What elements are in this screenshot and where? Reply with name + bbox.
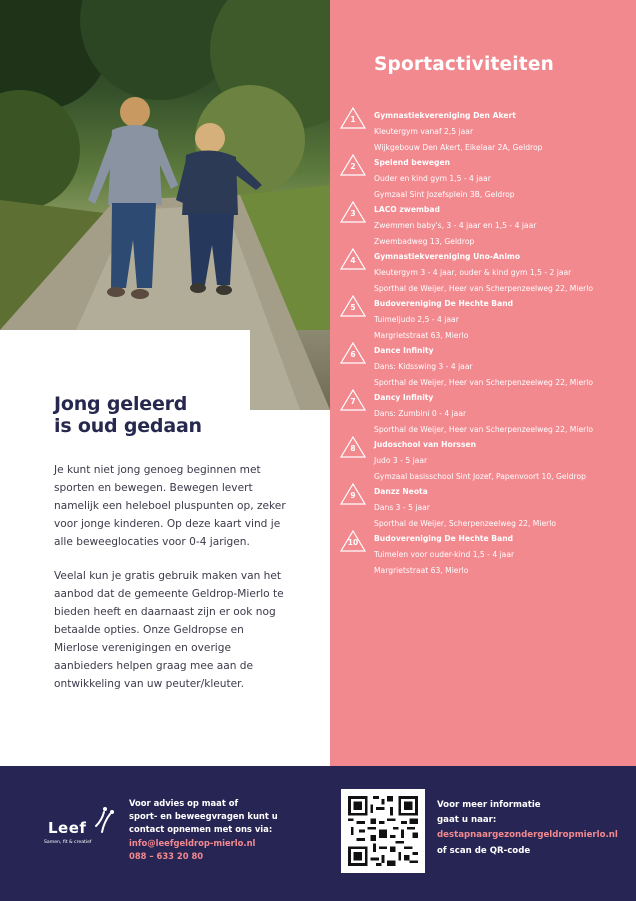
activity-name: Spelend bewegen: [374, 158, 451, 167]
activity-detail: Dans: Zumbini 0 - 4 jaar: [374, 408, 467, 418]
activity-number: 10: [347, 538, 359, 547]
activity-detail: Dans: Kidsswing 3 - 4 jaar: [374, 361, 473, 371]
more-line-4: of scan de QR-code: [437, 845, 531, 856]
more-info: [437, 798, 633, 859]
activity-detail: Dans 3 - 5 jaar: [374, 502, 430, 512]
activity-number: 9: [350, 491, 356, 500]
leef-logo: [44, 806, 118, 856]
activity-name: Gymnastiekvereniging Uno-Animo: [374, 252, 521, 261]
activity-name: LACO zwembad: [374, 205, 440, 214]
activity-item-9: [340, 483, 630, 530]
advice-line-1: Voor advies op maat of: [129, 798, 239, 808]
activity-address: Sporthal de Weijer, Scherpenzeelweg 22, Mierlo: [374, 518, 557, 528]
activity-name: Danzz Neota: [374, 487, 428, 496]
activity-item-8: [340, 436, 630, 483]
activity-item-7: [340, 389, 630, 436]
activity-address: Gymzaal Sint Jozefsplein 3B, Geldrop: [374, 189, 515, 199]
activity-number: 3: [350, 209, 356, 218]
activity-item-3: [340, 201, 630, 248]
intro-section: [54, 393, 286, 693]
activity-detail: Zwemmen baby's, 3 - 4 jaar en 1,5 - 4 jaar: [374, 220, 537, 230]
activity-number: 4: [350, 256, 356, 265]
activity-name: Dancy Infinity: [374, 393, 434, 402]
email-link[interactable]: info@leefgeldrop-mierlo.nl: [129, 837, 256, 848]
activity-item-4: [340, 248, 630, 295]
qr-code[interactable]: [341, 789, 425, 873]
title-line-2: is oud gedaan: [54, 415, 202, 437]
advice-line-3: contact opnemen met ons via:: [129, 824, 273, 835]
activity-address: Sporthal de Weijer, Heer van Scherpenzeelweg 22, Mierlo: [374, 424, 593, 434]
activity-name: Budovereniging De Hechte Band: [374, 299, 514, 308]
activity-name: Dance Infinity: [374, 346, 434, 355]
title-line-1: Jong geleerd: [54, 393, 188, 415]
activity-address: Zwembadweg 13, Geldrop: [374, 236, 475, 246]
logo-tagline: Samen, fit & creatief: [44, 840, 92, 845]
activity-number: 5: [350, 303, 356, 312]
activity-detail: Tuimeljudo 2,5 - 4 jaar: [374, 314, 459, 324]
activity-detail: Tuimelen voor ouder-kind 1,5 - 4 jaar: [374, 549, 515, 559]
activity-detail: Kleutergym 3 - 4 jaar, ouder & kind gym 1,5 - 2 jaar: [374, 267, 572, 277]
activity-address: Sporthal de Weijer, Heer van Scherpenzeelweg 22, Mierlo: [374, 283, 593, 293]
activity-number: 8: [350, 444, 356, 453]
activity-address: Gymzaal basisschool Sint Jozef, Papenvoort 10, Geldrop: [374, 471, 586, 481]
more-line-2: gaat u naar:: [437, 815, 497, 826]
advice-line-2: sport- en beweegvragen kunt u: [129, 811, 278, 822]
activity-address: Margrietstraat 63, Mierlo: [374, 565, 469, 575]
activity-address: Sporthal de Weijer, Heer van Scherpenzeelweg 22, Mierlo: [374, 377, 593, 387]
intro-paragraph-2: Veelal kun je gratis gebruik maken van het aanbod dat de gemeente Geldrop-Mierlo te bieden heeft en daarnaast zijn er ook nog betaalde opties. Onze Geldropse en Mierlose verenigingen en overige aanbieders helpen graag mee aan de ontwikkeling van uw peuter/kleuter.: [54, 570, 284, 690]
activity-item-1: [340, 107, 630, 154]
activity-item-5: [340, 295, 630, 342]
activity-name: Gymnastiekvereniging Den Akert: [374, 111, 516, 120]
activities-panel: [330, 0, 636, 766]
qr-code-icon: [348, 796, 418, 866]
activity-name: Budovereniging De Hechte Band: [374, 534, 514, 543]
activity-name: Judoschool van Horssen: [374, 440, 477, 449]
page-title: [54, 393, 286, 437]
activities-title: Sportactiviteiten: [374, 54, 554, 75]
activity-address: Margrietstraat 63, Mierlo: [374, 330, 469, 340]
activity-detail: Ouder en kind gym 1,5 - 4 jaar: [374, 173, 491, 183]
more-line-1: Voor meer informatie: [437, 800, 541, 810]
logo-wordmark: Leef: [48, 819, 87, 837]
activity-number: 1: [350, 115, 356, 124]
phone-number[interactable]: 088 – 633 20 80: [129, 850, 204, 861]
activity-number: 6: [350, 350, 356, 359]
activity-item-10: [340, 530, 630, 577]
activity-address: Wijkgebouw Den Akert, Eikelaar 2A, Geldrop: [374, 142, 543, 152]
activity-detail: Judo 3 - 5 jaar: [374, 455, 428, 465]
advice-contact: [129, 797, 329, 863]
activity-number: 2: [350, 162, 356, 171]
activity-item-2: [340, 154, 630, 201]
activity-item-6: [340, 342, 630, 389]
website-link[interactable]: destapnaargezondergeldropmierlo.nl: [437, 830, 618, 841]
activity-detail: Kleutergym vanaf 2,5 jaar: [374, 126, 474, 136]
activity-number: 7: [350, 397, 356, 406]
intro-paragraph-1: Je kunt niet jong genoeg beginnen met sporten en bewegen. Bewegen levert namelijk een heleboel pluspunten op, zeker voor jonge kinderen. Op deze kaart vind je alle beweeglocaties voor 0-4 jarigen.: [54, 464, 286, 548]
